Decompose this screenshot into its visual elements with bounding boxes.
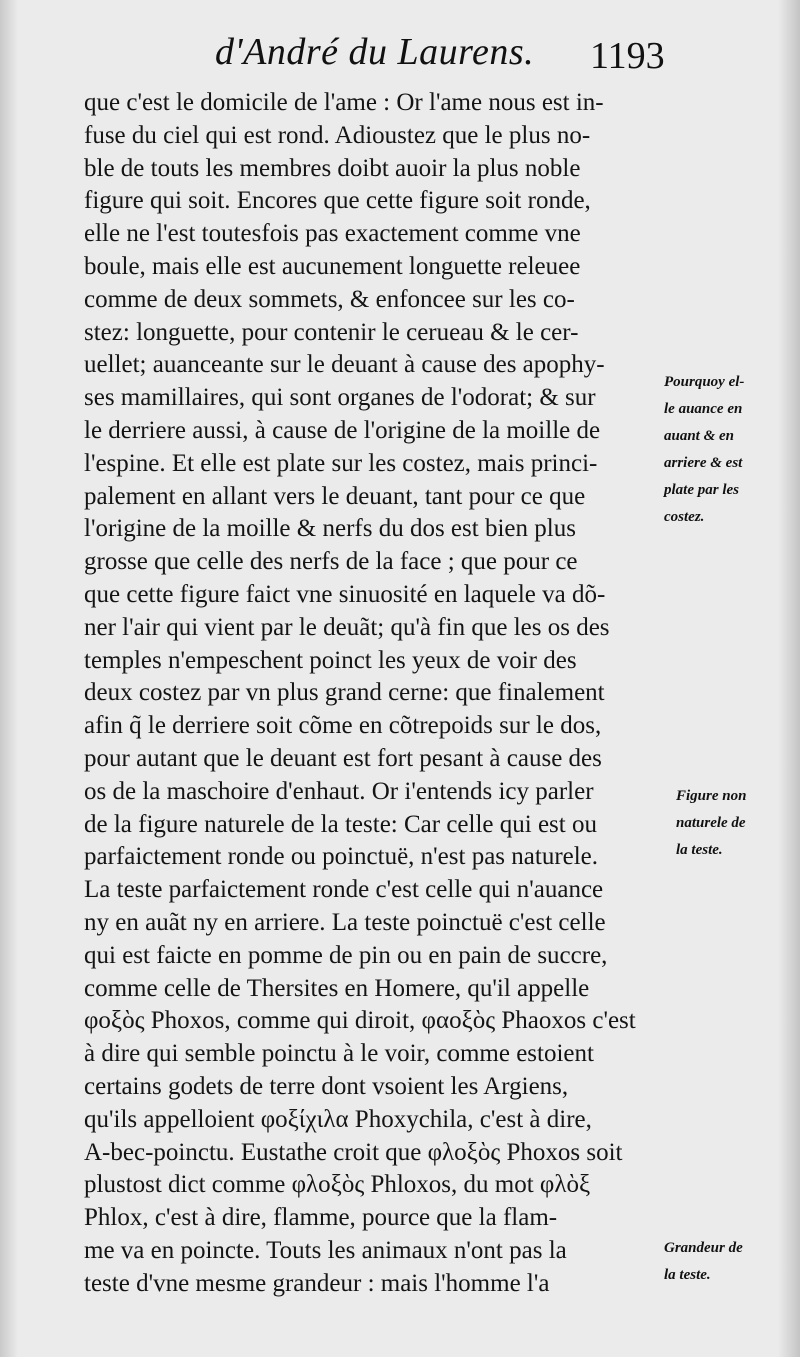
- margin-note-line: Grandeur de: [664, 1240, 743, 1256]
- text-line: Phlox, c'est à dire, flamme, pource que la flam-: [84, 1204, 558, 1232]
- text-line: A-bec-poinctu. Eustathe croit que φλοξὸς Phoxos soit: [84, 1138, 623, 1166]
- text-line: que c'est le domicile de l'ame : Or l'ame nous est in-: [84, 89, 604, 116]
- page-edge-shadow-left: [0, 0, 18, 1357]
- text-line: palement en allant vers le deuant, tant pour ce que: [84, 482, 586, 510]
- text-line: qui est faicte en pomme de pin ou en pain de succre,: [84, 941, 608, 969]
- page-number: 1193: [590, 35, 665, 77]
- text-line: temples n'empeschent poinct les yeux de voir des: [84, 646, 577, 674]
- text-line: comme celle de Thersites en Homere, qu'il appelle: [84, 974, 590, 1002]
- text-line: La teste parfaictement ronde c'est celle qui n'auance: [84, 876, 604, 904]
- margin-note-line: le auance en: [664, 401, 743, 417]
- margin-note-unnatural-shape: [676, 783, 746, 864]
- text-line: boule, mais elle est aucunement longuette releuee: [84, 252, 581, 280]
- margin-note-line: plate par les: [664, 482, 739, 498]
- text-line: me va en poincte. Touts les animaux n'ont pas la: [84, 1236, 567, 1264]
- text-line: l'espine. Et elle est plate sur les costez, mais princi-: [84, 449, 598, 477]
- text-line: φοξὸς Phoxos, comme qui diroit, φαοξὸς Phaoxos c'est: [84, 1007, 636, 1035]
- text-line: l'origine de la moille & nerfs du dos est bien plus: [84, 515, 576, 543]
- text-line: de la figure naturele de la teste: Car celle qui est ou: [84, 810, 597, 838]
- text-line: à dire qui semble poinctu à le voir, comme estoient: [84, 1040, 594, 1068]
- margin-note-line: la teste.: [664, 1267, 711, 1283]
- text-line: grosse que celle des nerfs de la face ; que pour ce: [84, 548, 578, 576]
- text-line: le derriere aussi, à cause de l'origine de la moille de: [84, 416, 601, 444]
- text-line: qu'ils appelloient φοξίχιλα Phoxychila, c'est à dire,: [84, 1105, 592, 1133]
- text-line: teste d'vne mesme grandeur : mais l'homme l'a: [84, 1269, 550, 1297]
- text-line: figure qui soit. Encores que cette figure soit ronde,: [84, 187, 591, 215]
- margin-note-head-size: [664, 1235, 743, 1289]
- running-title: d'André du Laurens.: [215, 31, 535, 73]
- margin-note-line: Figure non: [676, 788, 747, 804]
- margin-note-line: Pourquoy el-: [664, 374, 745, 390]
- margin-note-shape-reason: [664, 369, 744, 531]
- text-line: ny en auãt ny en arriere. La teste poinctuë c'est celle: [84, 908, 606, 936]
- text-line: uellet; auanceante sur le deuant à cause des apophy-: [84, 351, 605, 379]
- margin-note-line: naturele de: [676, 815, 746, 831]
- text-line: stez: longuette, pour contenir le cerueau & le cer-: [84, 318, 579, 346]
- text-line: ble de touts les membres doibt auoir la plus noble: [84, 154, 581, 182]
- text-line: deux costez par vn plus grand cerne: que finalement: [84, 679, 605, 707]
- body-text: [84, 87, 674, 1300]
- text-line: plustost dict comme φλοξὸς Phloxos, du mot φλὸξ: [84, 1171, 591, 1199]
- text-line: comme de deux sommets, & enfoncee sur les co-: [84, 285, 575, 313]
- text-line: ses mamillaires, qui sont organes de l'odorat; & sur: [84, 384, 596, 412]
- text-line: que cette figure faict vne sinuosité en laquele va dõ-: [84, 580, 606, 608]
- text-line: parfaictement ronde ou poinctuë, n'est pas naturele.: [84, 843, 599, 871]
- text-line: fuse du ciel qui est rond. Adioustez que le plus no-: [84, 121, 591, 149]
- margin-note-line: arriere & est: [664, 455, 743, 471]
- margin-note-line: auant & en: [664, 428, 735, 444]
- text-line: certains godets de terre dont vsoient les Argiens,: [84, 1072, 569, 1100]
- text-line: os de la maschoire d'enhaut. Or i'entends icy parler: [84, 777, 594, 805]
- page-edge-shadow-right: [778, 0, 800, 1357]
- margin-note-line: la teste.: [676, 842, 723, 858]
- text-line: ner l'air qui vient par le deuãt; qu'à fin que les os des: [84, 613, 610, 641]
- text-line: pour autant que le deuant est fort pesant à cause des: [84, 744, 602, 772]
- text-line: afin q̃ le derriere soit cõme en cõtrepoids sur le dos,: [84, 712, 602, 740]
- text-line: elle ne l'est toutesfois pas exactement comme vne: [84, 220, 581, 248]
- margin-note-line: costez.: [664, 509, 705, 525]
